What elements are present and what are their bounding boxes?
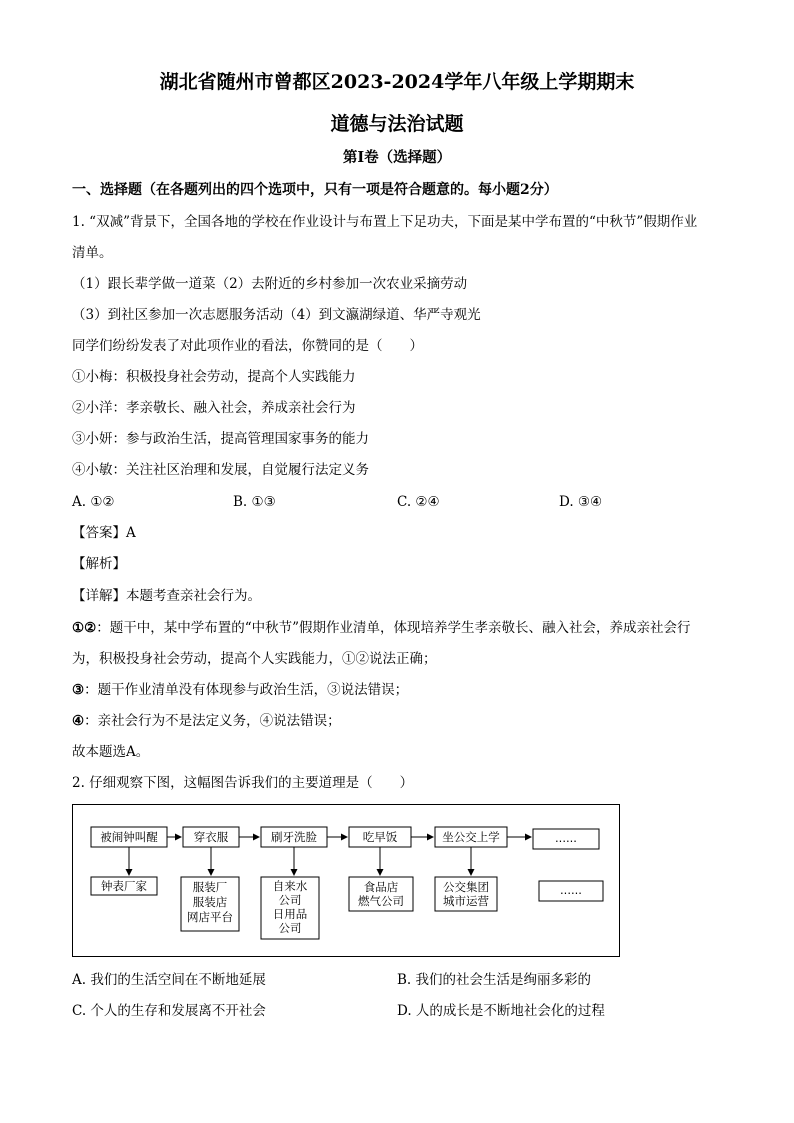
analysis-label: 【解析】 bbox=[72, 556, 126, 572]
q1-option-d: D. ③④ bbox=[559, 494, 603, 510]
exp3-text: ：亲社会行为不是法定义务，④说法错误； bbox=[84, 713, 341, 729]
box-wake-label: 被闹钟叫醒 bbox=[100, 830, 158, 844]
exp2-text: ：题干作业清单没有体现参与政治生活，③说法错误； bbox=[84, 682, 409, 698]
detail-text: 本题考查亲社会行为。 bbox=[126, 588, 261, 604]
answer-label: 【答案】 bbox=[72, 525, 126, 541]
diagram-svg bbox=[73, 805, 621, 958]
box-wash-label: 刷牙洗脸 bbox=[271, 830, 317, 844]
q1-explanation-2 bbox=[72, 684, 408, 698]
box-water-daily-label: 日用品 bbox=[272, 907, 308, 921]
q1-item-line1: （1）跟长辈学做一道菜（2）去附近的乡村参加一次农业采摘劳动 bbox=[72, 276, 468, 292]
answer-value: A bbox=[126, 525, 136, 541]
q1-option-a: A. ①② bbox=[72, 494, 115, 510]
exp3-head: ④ bbox=[72, 713, 85, 729]
q1-statement: ②小洋：孝亲敬长、融入社会，养成亲社会行为 bbox=[72, 400, 356, 416]
q1-statement: ③小妍：参与政治生活，提高管理国家事务的能力 bbox=[72, 431, 369, 447]
box-bus-group-label: 城市运营 bbox=[443, 894, 489, 908]
box-water-daily-label: 公司 bbox=[278, 893, 302, 907]
q1-stem-line1: 1. “双减”背景下，全国各地的学校在作业设计与布置上下足功夫，下面是某中学布置的“中秋节”假期作业 bbox=[72, 214, 698, 230]
q1-answer bbox=[72, 527, 136, 541]
exam-title: 湖北省随州市曾都区2023-2024学年八年级上学期期末 bbox=[159, 71, 635, 93]
exp2-head: ③ bbox=[72, 682, 85, 698]
box-food-gas-label: 食品店 bbox=[363, 880, 399, 894]
q2-option-b: B. 我们的社会生活是绚丽多彩的 bbox=[397, 972, 592, 988]
q1-option-b: B. ①③ bbox=[233, 494, 276, 510]
q1-explanation-1 bbox=[72, 622, 691, 636]
box-more-bottom-label: ...... bbox=[560, 883, 582, 897]
q1-statement: ④小敏：关注社区治理和发展，自觉履行法定义务 bbox=[72, 462, 369, 478]
box-more-top-label: ...... bbox=[555, 831, 577, 845]
q1-stem-line2: 清单。 bbox=[72, 245, 113, 261]
box-clock-maker-label: 钟表厂家 bbox=[101, 879, 147, 893]
section-heading: 一、选择题（在各题列出的四个选项中，只有一项是符合题意的。每小题2分） bbox=[72, 182, 558, 198]
daily-life-diagram bbox=[72, 804, 620, 957]
box-water-daily-label: 自来水 bbox=[272, 879, 308, 893]
box-water-daily-label: 公司 bbox=[278, 921, 302, 935]
q1-explanation-3 bbox=[72, 715, 341, 729]
exam-subject: 道德与法治试题 bbox=[330, 113, 464, 135]
box-clothing-label: 服装厂 bbox=[192, 880, 228, 894]
box-clothing-label: 网店平台 bbox=[187, 910, 233, 924]
q1-explanation-1-cont: 为，积极投身社会劳动，提高个人实践能力，①②说法正确； bbox=[72, 651, 437, 667]
q2-stem: 2. 仔细观察下图，这幅图告诉我们的主要道理是（ ） bbox=[72, 775, 414, 791]
exp1-head: ①② bbox=[72, 620, 97, 636]
q1-conclusion: 故本题选A。 bbox=[72, 744, 150, 760]
q1-option-c: C. ②④ bbox=[397, 494, 440, 510]
q2-option-a: A. 我们的生活空间在不断地延展 bbox=[72, 972, 266, 988]
volume-heading: 第Ⅰ卷（选择题） bbox=[342, 149, 452, 166]
box-dress-label: 穿衣服 bbox=[193, 830, 229, 844]
q2-option-c: C. 个人的生存和发展离不开社会 bbox=[72, 1003, 266, 1019]
exp1-line1: ：题干中，某中学布置的“中秋节”假期作业清单，体现培养学生孝亲敬长、融入社会，养成亲社会行 bbox=[96, 620, 691, 636]
box-breakfast-label: 吃早饭 bbox=[362, 830, 398, 844]
box-food-gas-label: 燃气公司 bbox=[358, 894, 404, 908]
box-clothing-label: 服装店 bbox=[192, 895, 228, 909]
box-bus-group-label: 公交集团 bbox=[443, 880, 489, 894]
q1-statement: ①小梅：积极投身社会劳动，提高个人实践能力 bbox=[72, 369, 356, 385]
detail-label: 【详解】 bbox=[72, 588, 126, 604]
q1-item-line2: （3）到社区参加一次志愿服务活动（4）到文瀛湖绿道、华严寺观光 bbox=[72, 307, 481, 323]
q1-prompt: 同学们纷纷发表了对此项作业的看法，你赞同的是（ ） bbox=[72, 338, 423, 354]
q1-detail bbox=[72, 590, 261, 604]
box-bus-label: 坐公交上学 bbox=[442, 830, 500, 844]
q2-option-d: D. 人的成长是不断地社会化的过程 bbox=[397, 1003, 605, 1019]
